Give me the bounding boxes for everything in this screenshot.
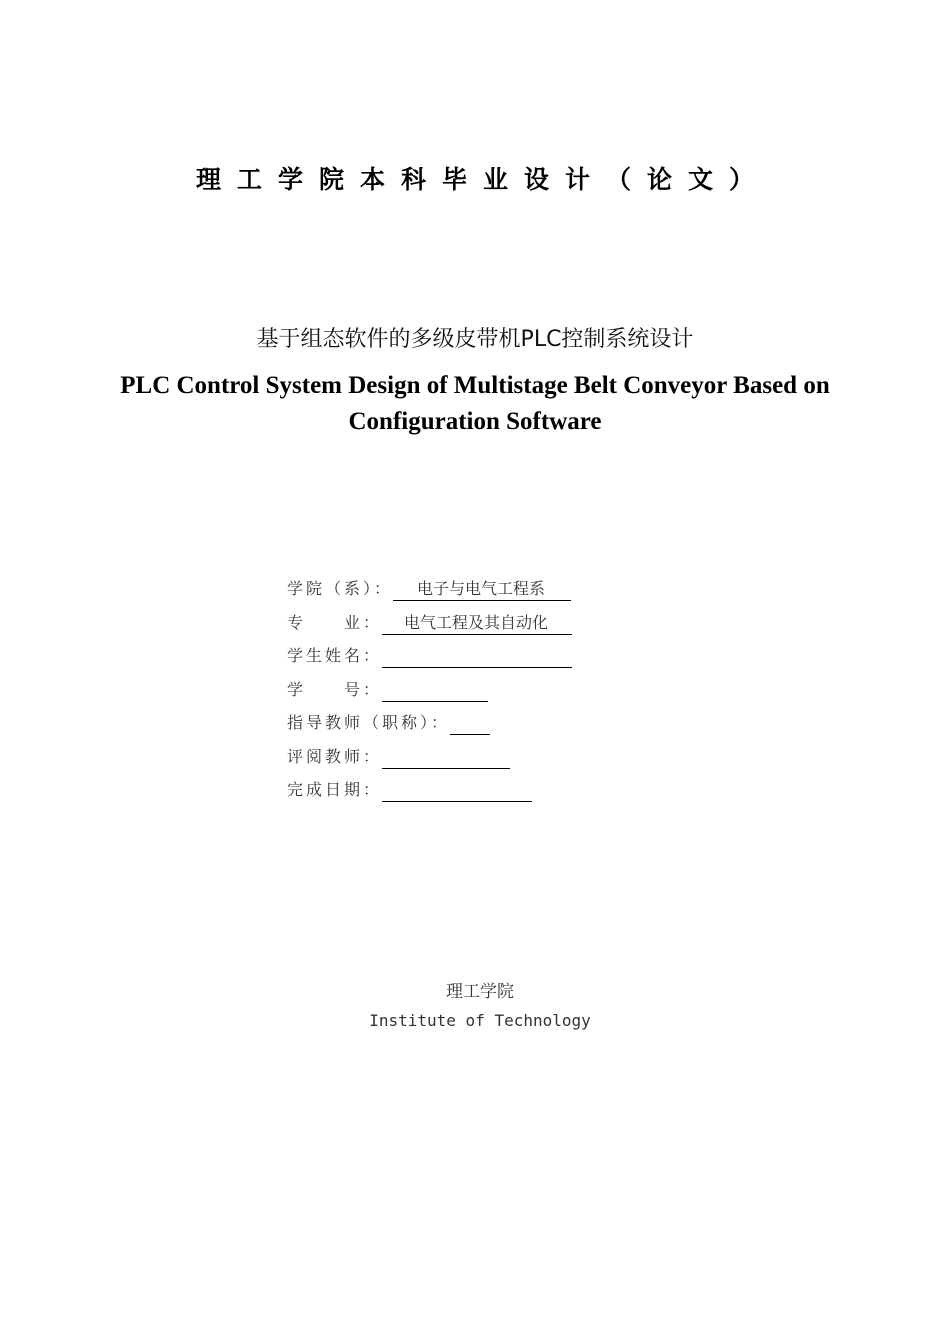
major-row [287,610,707,644]
advisor-label: 指导教师（职称）： [287,713,451,732]
institute-name-english: Institute of Technology [369,1011,591,1030]
completion-date-value [382,777,532,802]
student-id-label: 学 号： [287,679,383,699]
reviewer-value [382,744,510,769]
student-name-value [382,643,572,668]
thesis-title-chinese: 基于组态软件的多级皮带机PLC控制系统设计 [256,327,694,352]
major-label: 专 业： [287,612,383,632]
completion-date-row [287,777,707,811]
completion-date-label: 完成日期： [287,780,383,799]
major-value: 电气工程及其自动化 [382,610,572,635]
department-value: 电子与电气工程系 [393,576,571,601]
student-name-label: 学生姓名： [287,646,383,665]
advisor-row [287,710,707,744]
student-info-block [287,576,707,811]
institute-name-chinese: 理工学院 [446,982,514,1002]
advisor-value [450,710,490,735]
student-id-row [287,677,707,711]
department-row [287,576,707,610]
department-label: 学院（系）： [287,579,394,598]
student-id-value [382,677,488,702]
cover-header: 理工学院本科毕业设计（论文） [195,165,770,194]
thesis-title-english: PLC Control System Design of Multistage Belt Conveyor Based on Configuration Software [120,372,830,435]
reviewer-row [287,744,707,778]
reviewer-label: 评阅教师： [287,746,383,766]
student-name-row [287,643,707,677]
